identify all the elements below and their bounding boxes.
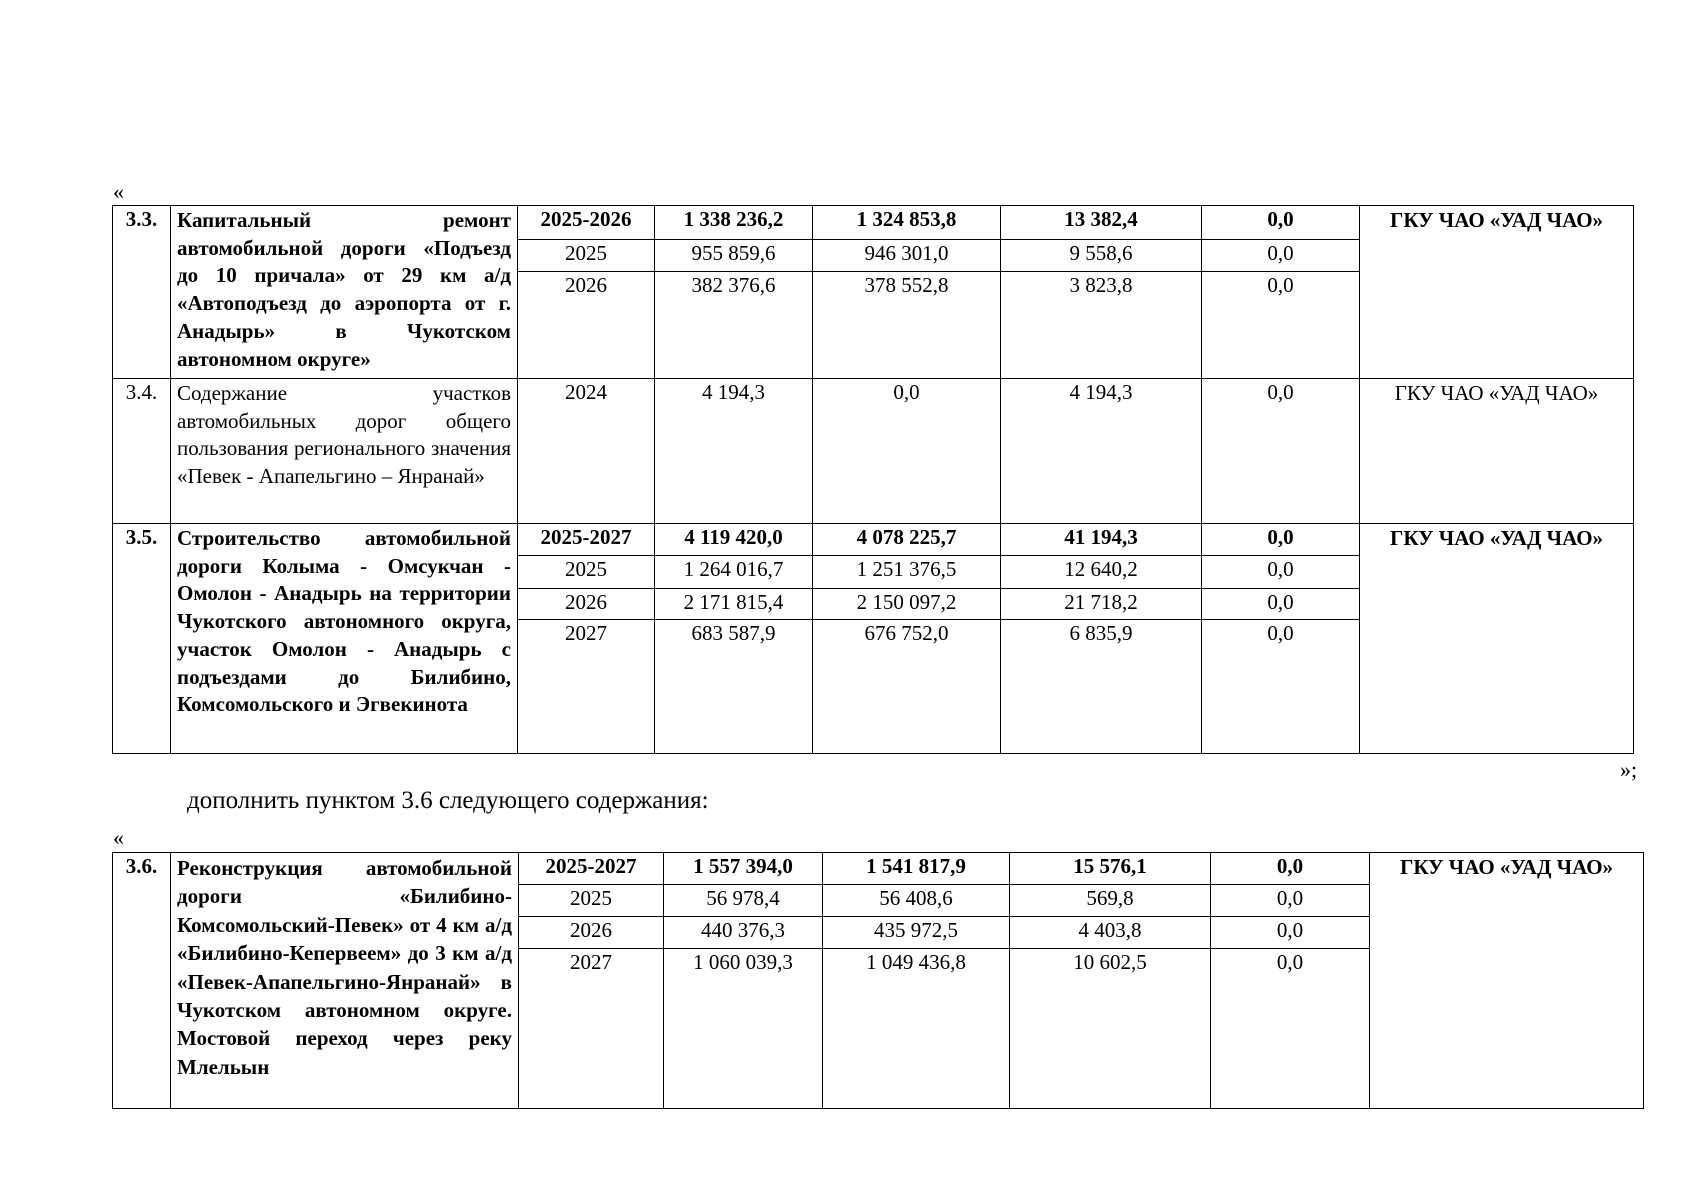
value-cell: 0,0 — [1202, 272, 1360, 379]
total-cell: 382 376,6 — [655, 272, 813, 379]
table-row — [113, 206, 1634, 240]
value-cell: 0,0 — [1211, 853, 1370, 885]
value-cell: 0,0 — [1202, 524, 1360, 556]
table-row — [113, 853, 1644, 885]
value-cell: 0,0 — [1202, 620, 1360, 754]
executor-cell: ГКУ ЧАО «УАД ЧАО» — [1360, 379, 1634, 524]
value-cell: 0,0 — [1202, 589, 1360, 620]
value-cell: 435 972,5 — [823, 917, 1010, 949]
executor-cell: ГКУ ЧАО «УАД ЧАО» — [1360, 206, 1634, 379]
value-cell: 0,0 — [1211, 949, 1370, 1109]
total-cell: 1 060 039,3 — [664, 949, 823, 1109]
program-table-2 — [112, 852, 1644, 1109]
period-cell: 2024 — [518, 379, 655, 524]
table-row — [113, 524, 1634, 556]
value-cell: 4 194,3 — [1001, 379, 1202, 524]
period-cell: 2025-2027 — [518, 524, 655, 556]
value-cell: 0,0 — [1211, 885, 1370, 917]
value-cell: 6 835,9 — [1001, 620, 1202, 754]
intro-text: дополнить пунктом 3.6 следующего содержания: — [187, 787, 709, 814]
value-cell: 0,0 — [1202, 379, 1360, 524]
open-quote-1: « — [113, 179, 124, 204]
value-cell: 4 403,8 — [1010, 917, 1211, 949]
total-cell: 2 171 815,4 — [655, 589, 813, 620]
value-cell: 4 078 225,7 — [813, 524, 1001, 556]
value-cell: 21 718,2 — [1001, 589, 1202, 620]
period-cell: 2026 — [519, 917, 664, 949]
period-cell: 2025 — [518, 240, 655, 272]
total-cell: 1 557 394,0 — [664, 853, 823, 885]
value-cell: 13 382,4 — [1001, 206, 1202, 240]
total-cell: 1 264 016,7 — [655, 556, 813, 589]
item-description: Реконструкция автомобильной дороги «Билибино-Комсомольский-Певек» от 4 км а/д «Билибино-Кепервеем» до 3 км а/д «Певек-Апапельгино-Янранай» в Чукотском автономном округе. Мостовой переход через реку Млельын — [171, 853, 519, 1109]
period-cell: 2027 — [518, 620, 655, 754]
value-cell: 569,8 — [1010, 885, 1211, 917]
value-cell: 1 049 436,8 — [823, 949, 1010, 1109]
total-cell: 1 338 236,2 — [655, 206, 813, 240]
value-cell: 1 251 376,5 — [813, 556, 1001, 589]
total-cell: 440 376,3 — [664, 917, 823, 949]
value-cell: 15 576,1 — [1010, 853, 1211, 885]
value-cell: 0,0 — [1202, 206, 1360, 240]
value-cell: 1 541 817,9 — [823, 853, 1010, 885]
period-cell: 2025-2027 — [519, 853, 664, 885]
value-cell: 9 558,6 — [1001, 240, 1202, 272]
period-cell: 2026 — [518, 272, 655, 379]
value-cell: 946 301,0 — [813, 240, 1001, 272]
total-cell: 683 587,9 — [655, 620, 813, 754]
value-cell: 56 408,6 — [823, 885, 1010, 917]
item-description: Строительство автомобильной дороги Колыма - Омсукчан - Омолон - Анадырь на территории Чукотского автономного округа, участок Омолон - Анадырь с подъездами до Билибино, Комсомольского и Эгвекинота — [171, 524, 518, 754]
period-cell: 2025-2026 — [518, 206, 655, 240]
item-number: 3.5. — [113, 524, 171, 754]
period-cell: 2026 — [518, 589, 655, 620]
value-cell: 2 150 097,2 — [813, 589, 1001, 620]
total-cell: 4 194,3 — [655, 379, 813, 524]
item-description: Капитальный ремонт автомобильной дороги «Подъезд до 10 причала» от 29 км а/д «Автоподъезд до аэропорта от г. Анадырь» в Чукотском автономном округе» — [171, 206, 518, 379]
value-cell: 0,0 — [1202, 240, 1360, 272]
value-cell: 41 194,3 — [1001, 524, 1202, 556]
program-table-1 — [112, 205, 1634, 754]
item-number: 3.4. — [113, 379, 171, 524]
value-cell: 378 552,8 — [813, 272, 1001, 379]
executor-cell: ГКУ ЧАО «УАД ЧАО» — [1370, 853, 1644, 1109]
total-cell: 56 978,4 — [664, 885, 823, 917]
value-cell: 676 752,0 — [813, 620, 1001, 754]
close-quote: »; — [1620, 757, 1638, 782]
value-cell: 0,0 — [813, 379, 1001, 524]
value-cell: 1 324 853,8 — [813, 206, 1001, 240]
value-cell: 3 823,8 — [1001, 272, 1202, 379]
value-cell: 0,0 — [1202, 556, 1360, 589]
period-cell: 2027 — [519, 949, 664, 1109]
value-cell: 0,0 — [1211, 917, 1370, 949]
item-number: 3.6. — [113, 853, 171, 1109]
total-cell: 955 859,6 — [655, 240, 813, 272]
item-number: 3.3. — [113, 206, 171, 379]
value-cell: 10 602,5 — [1010, 949, 1211, 1109]
total-cell: 4 119 420,0 — [655, 524, 813, 556]
table-row — [113, 379, 1634, 524]
item-description: Содержание участков автомобильных дорог общего пользования регионального значения «Певек - Апапельгино – Янранай» — [171, 379, 518, 524]
period-cell: 2025 — [518, 556, 655, 589]
period-cell: 2025 — [519, 885, 664, 917]
value-cell: 12 640,2 — [1001, 556, 1202, 589]
open-quote-2: « — [113, 825, 124, 850]
executor-cell: ГКУ ЧАО «УАД ЧАО» — [1360, 524, 1634, 754]
